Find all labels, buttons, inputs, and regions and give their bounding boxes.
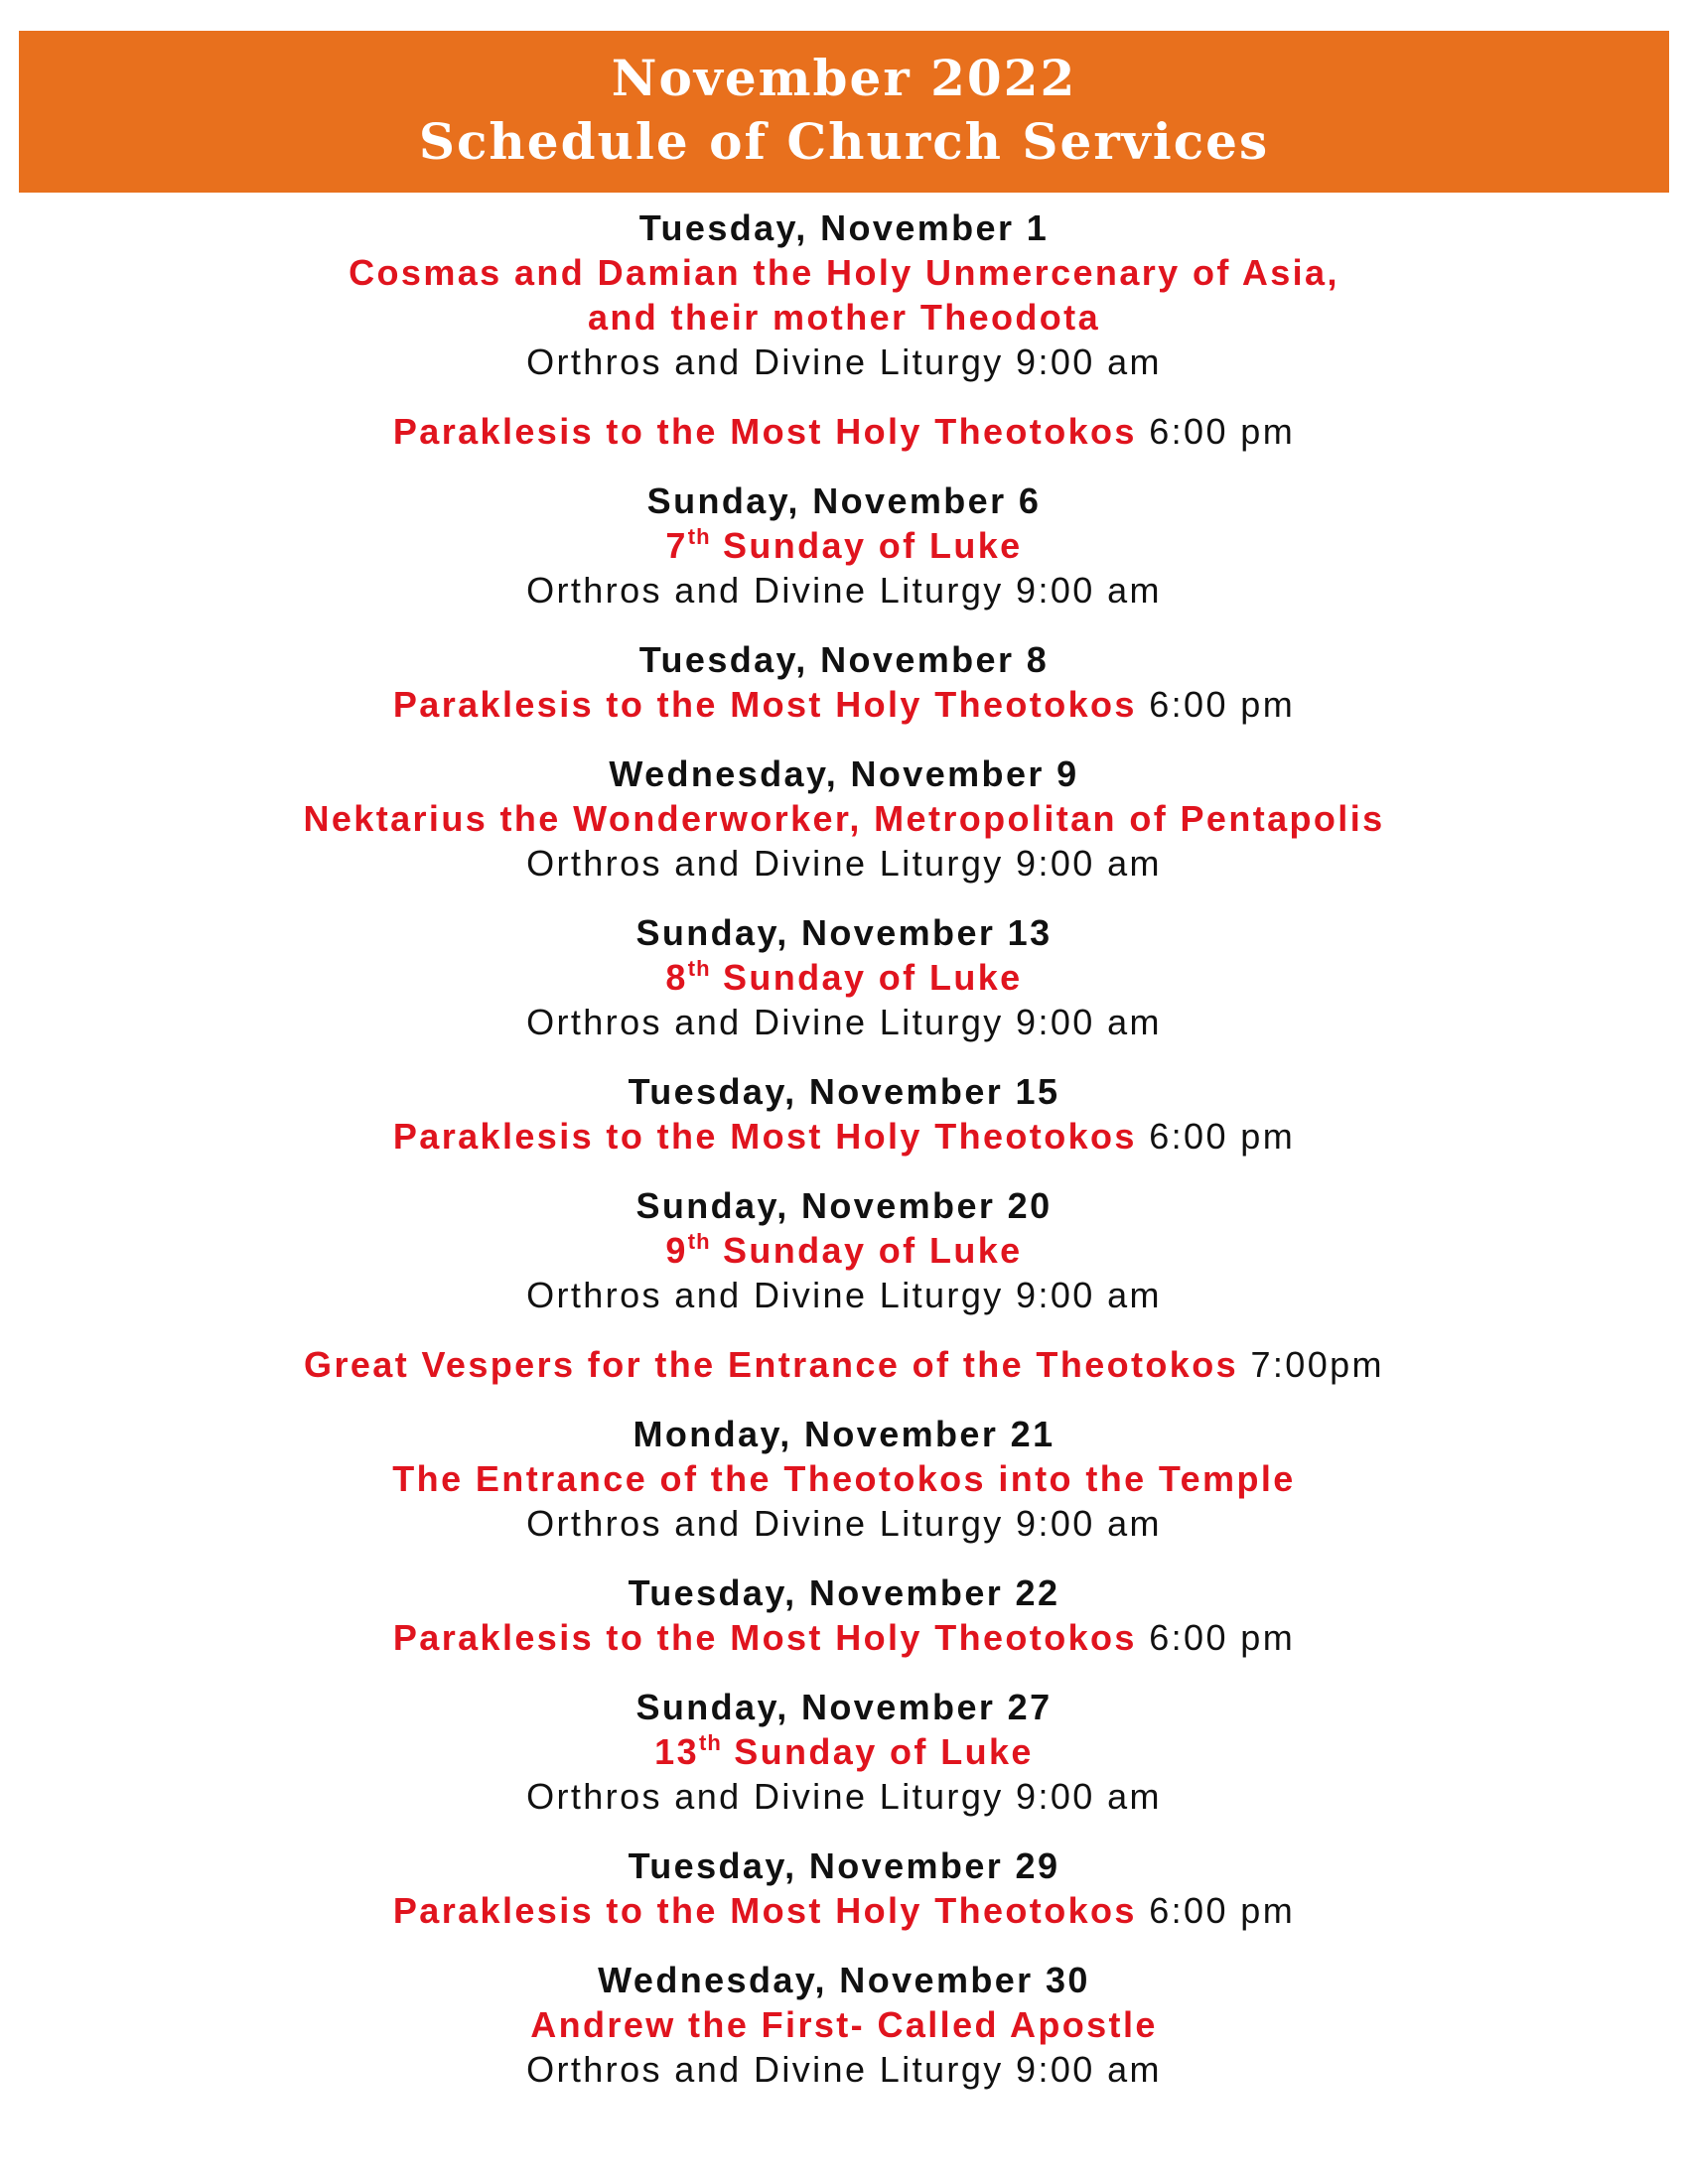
entry-day: Monday, November 21	[633, 1414, 1055, 1454]
schedule-entry	[0, 205, 1688, 384]
schedule-entry	[0, 751, 1688, 886]
entry-feast-line	[0, 1342, 1688, 1387]
ordinal-text: Sunday of Luke	[722, 525, 1023, 566]
entry-day: Sunday, November 20	[635, 1185, 1053, 1226]
ordinal-number: 9	[665, 1230, 688, 1271]
entry-service: Orthros and Divine Liturgy 9:00 am	[526, 1275, 1162, 1315]
entry-service: Orthros and Divine Liturgy 9:00 am	[526, 341, 1162, 382]
entry-feast: Paraklesis to the Most Holy Theotokos	[392, 1116, 1137, 1157]
entry-feast-line	[0, 409, 1688, 454]
entry-day: Tuesday, November 29	[628, 1845, 1060, 1886]
entry-feast: Paraklesis to the Most Holy Theotokos	[392, 411, 1137, 452]
header-banner	[19, 31, 1669, 193]
entry-feast: Andrew the First- Called Apostle	[530, 2004, 1158, 2045]
ordinal-number: 8	[665, 957, 688, 998]
ordinal-suffix: th	[687, 956, 711, 981]
schedule-entry	[0, 1685, 1688, 1819]
entry-service: Orthros and Divine Liturgy 9:00 am	[526, 2049, 1162, 2090]
schedule-entry	[0, 1342, 1688, 1387]
entry-feast: Cosmas and Damian the Holy Unmercenary of Asia,	[349, 252, 1339, 293]
schedule-entry	[0, 910, 1688, 1044]
entry-feast: The Entrance of the Theotokos into the Temple	[392, 1458, 1296, 1499]
entry-feast: Paraklesis to the Most Holy Theotokos	[392, 684, 1137, 725]
schedule-entry	[0, 1958, 1688, 2092]
entry-time: 6:00 pm	[1149, 1116, 1296, 1157]
entry-feast: and their mother Theodota	[587, 297, 1100, 338]
entry-day: Sunday, November 13	[635, 912, 1053, 953]
schedule-entry	[0, 478, 1688, 613]
entry-feast-line	[0, 1114, 1688, 1159]
entry-feast	[0, 1729, 1688, 1774]
ordinal-number: 7	[665, 525, 688, 566]
entry-service: Orthros and Divine Liturgy 9:00 am	[526, 1002, 1162, 1042]
entry-feast-line	[0, 1615, 1688, 1660]
schedule-entry	[0, 1843, 1688, 1933]
entry-service: Orthros and Divine Liturgy 9:00 am	[526, 843, 1162, 884]
service-schedule	[0, 205, 1688, 2116]
entry-day: Sunday, November 27	[635, 1687, 1053, 1727]
entry-feast: Paraklesis to the Most Holy Theotokos	[392, 1890, 1137, 1931]
ordinal-text: Sunday of Luke	[734, 1731, 1034, 1772]
entry-time: 6:00 pm	[1149, 684, 1296, 725]
schedule-entry	[0, 409, 1688, 454]
schedule-entry	[0, 1183, 1688, 1317]
entry-feast: Paraklesis to the Most Holy Theotokos	[392, 1617, 1137, 1658]
ordinal-text: Sunday of Luke	[722, 1230, 1023, 1271]
entry-day: Tuesday, November 1	[638, 207, 1050, 248]
entry-day: Wednesday, November 30	[598, 1960, 1090, 2000]
ordinal-text: Sunday of Luke	[722, 957, 1023, 998]
ordinal-number: 13	[654, 1731, 700, 1772]
entry-feast-line	[0, 1888, 1688, 1933]
entry-feast	[0, 523, 1688, 568]
entry-day: Sunday, November 6	[646, 480, 1042, 521]
entry-time: 6:00 pm	[1149, 411, 1296, 452]
schedule-entry	[0, 637, 1688, 727]
entry-day: Tuesday, November 15	[628, 1071, 1060, 1112]
header-title: Schedule of Church Services	[418, 112, 1270, 171]
entry-day: Tuesday, November 8	[638, 639, 1050, 680]
entry-feast: Great Vespers for the Entrance of the Theotokos	[304, 1344, 1239, 1385]
entry-time: 6:00 pm	[1149, 1890, 1296, 1931]
ordinal-suffix: th	[687, 524, 711, 549]
entry-service: Orthros and Divine Liturgy 9:00 am	[526, 1503, 1162, 1544]
header-month: November 2022	[611, 49, 1077, 107]
entry-feast-line	[0, 682, 1688, 727]
entry-day: Tuesday, November 22	[628, 1572, 1060, 1613]
entry-service: Orthros and Divine Liturgy 9:00 am	[526, 570, 1162, 611]
entry-day: Wednesday, November 9	[609, 753, 1079, 794]
schedule-entry	[0, 1069, 1688, 1159]
entry-service: Orthros and Divine Liturgy 9:00 am	[526, 1776, 1162, 1817]
entry-feast: Nektarius the Wonderworker, Metropolitan of Pentapolis	[303, 798, 1385, 839]
entry-feast	[0, 1228, 1688, 1273]
entry-time: 7:00pm	[1250, 1344, 1384, 1385]
schedule-entry	[0, 1412, 1688, 1546]
entry-time: 6:00 pm	[1149, 1617, 1296, 1658]
ordinal-suffix: th	[699, 1730, 722, 1755]
schedule-entry	[0, 1570, 1688, 1660]
entry-feast	[0, 955, 1688, 1000]
ordinal-suffix: th	[687, 1229, 711, 1254]
